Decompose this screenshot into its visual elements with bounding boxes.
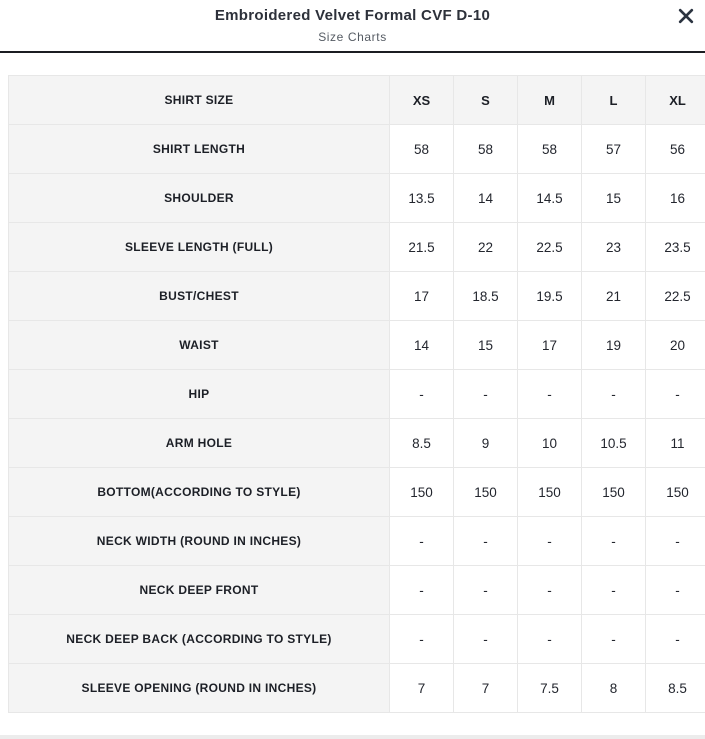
row-label: WAIST bbox=[9, 321, 390, 370]
cell-value: - bbox=[582, 566, 646, 615]
cell-value: 21.5 bbox=[390, 223, 454, 272]
row-label: NECK DEEP FRONT bbox=[9, 566, 390, 615]
table-row bbox=[9, 419, 705, 468]
cell-value: 14 bbox=[390, 321, 454, 370]
cell-value: 19 bbox=[582, 321, 646, 370]
row-label: SLEEVE LENGTH (FULL) bbox=[9, 223, 390, 272]
cell-value: 150 bbox=[390, 468, 454, 517]
size-chart-table-wrap bbox=[8, 75, 705, 713]
cell-value: 9 bbox=[454, 419, 518, 468]
cell-value: - bbox=[646, 517, 705, 566]
table-row bbox=[9, 468, 705, 517]
cell-value: 22.5 bbox=[646, 272, 705, 321]
row-label: BOTTOM(ACCORDING TO STYLE) bbox=[9, 468, 390, 517]
column-header-s: S bbox=[454, 76, 518, 125]
cell-value: 14.5 bbox=[518, 174, 582, 223]
cell-value: - bbox=[518, 615, 582, 664]
cell-value: 20 bbox=[646, 321, 705, 370]
cell-value: 13.5 bbox=[390, 174, 454, 223]
cell-value: - bbox=[646, 370, 705, 419]
cell-value: 23.5 bbox=[646, 223, 705, 272]
cell-value: - bbox=[390, 615, 454, 664]
cell-value: 7 bbox=[454, 664, 518, 713]
cell-value: 150 bbox=[646, 468, 705, 517]
row-label: BUST/CHEST bbox=[9, 272, 390, 321]
table-header-row bbox=[9, 76, 705, 125]
row-label: HIP bbox=[9, 370, 390, 419]
table-row bbox=[9, 174, 705, 223]
modal-header bbox=[0, 0, 705, 53]
row-label: NECK WIDTH (ROUND IN INCHES) bbox=[9, 517, 390, 566]
table-row bbox=[9, 125, 705, 174]
table-row bbox=[9, 370, 705, 419]
page-title: Embroidered Velvet Formal CVF D-10 bbox=[214, 7, 491, 24]
column-header-xl: XL bbox=[646, 76, 705, 125]
cell-value: 16 bbox=[646, 174, 705, 223]
table-row bbox=[9, 664, 705, 713]
cell-value: - bbox=[454, 566, 518, 615]
column-header-shirt-size: SHIRT SIZE bbox=[9, 76, 390, 125]
table-row bbox=[9, 566, 705, 615]
cell-value: 18.5 bbox=[454, 272, 518, 321]
cell-value: 10 bbox=[518, 419, 582, 468]
cell-value: - bbox=[518, 517, 582, 566]
cell-value: 21 bbox=[582, 272, 646, 321]
table-row bbox=[9, 615, 705, 664]
cell-value: 17 bbox=[518, 321, 582, 370]
cell-value: 150 bbox=[454, 468, 518, 517]
close-icon bbox=[676, 6, 696, 26]
column-header-l: L bbox=[582, 76, 646, 125]
cell-value: 58 bbox=[390, 125, 454, 174]
cell-value: - bbox=[390, 517, 454, 566]
column-header-xs: XS bbox=[390, 76, 454, 125]
table-row bbox=[9, 321, 705, 370]
cell-value: 17 bbox=[390, 272, 454, 321]
cell-value: - bbox=[646, 566, 705, 615]
cell-value: 7.5 bbox=[518, 664, 582, 713]
horizontal-scrollbar[interactable] bbox=[0, 735, 705, 739]
row-label: ARM HOLE bbox=[9, 419, 390, 468]
cell-value: - bbox=[582, 370, 646, 419]
table-row bbox=[9, 223, 705, 272]
row-label: SLEEVE OPENING (ROUND IN INCHES) bbox=[9, 664, 390, 713]
row-label: NECK DEEP BACK (ACCORDING TO STYLE) bbox=[9, 615, 390, 664]
modal-subtitle: Size Charts bbox=[318, 30, 387, 44]
cell-value: - bbox=[390, 566, 454, 615]
cell-value: 150 bbox=[582, 468, 646, 517]
cell-value: - bbox=[582, 615, 646, 664]
cell-value: - bbox=[518, 370, 582, 419]
cell-value: 19.5 bbox=[518, 272, 582, 321]
cell-value: 15 bbox=[582, 174, 646, 223]
cell-value: 15 bbox=[454, 321, 518, 370]
cell-value: 58 bbox=[518, 125, 582, 174]
cell-value: 58 bbox=[454, 125, 518, 174]
cell-value: - bbox=[454, 517, 518, 566]
cell-value: 57 bbox=[582, 125, 646, 174]
close-button[interactable] bbox=[674, 4, 698, 28]
cell-value: 8 bbox=[582, 664, 646, 713]
table-row bbox=[9, 517, 705, 566]
cell-value: 22.5 bbox=[518, 223, 582, 272]
cell-value: - bbox=[454, 370, 518, 419]
size-chart-table bbox=[8, 75, 705, 713]
table-row bbox=[9, 272, 705, 321]
cell-value: 8.5 bbox=[390, 419, 454, 468]
cell-value: - bbox=[518, 566, 582, 615]
cell-value: - bbox=[454, 615, 518, 664]
cell-value: 23 bbox=[582, 223, 646, 272]
cell-value: 14 bbox=[454, 174, 518, 223]
cell-value: 8.5 bbox=[646, 664, 705, 713]
row-label: SHIRT LENGTH bbox=[9, 125, 390, 174]
row-label: SHOULDER bbox=[9, 174, 390, 223]
cell-value: 150 bbox=[518, 468, 582, 517]
cell-value: 11 bbox=[646, 419, 705, 468]
cell-value: - bbox=[582, 517, 646, 566]
cell-value: 10.5 bbox=[582, 419, 646, 468]
cell-value: - bbox=[390, 370, 454, 419]
cell-value: 22 bbox=[454, 223, 518, 272]
column-header-m: M bbox=[518, 76, 582, 125]
cell-value: 7 bbox=[390, 664, 454, 713]
cell-value: 56 bbox=[646, 125, 705, 174]
cell-value: - bbox=[646, 615, 705, 664]
